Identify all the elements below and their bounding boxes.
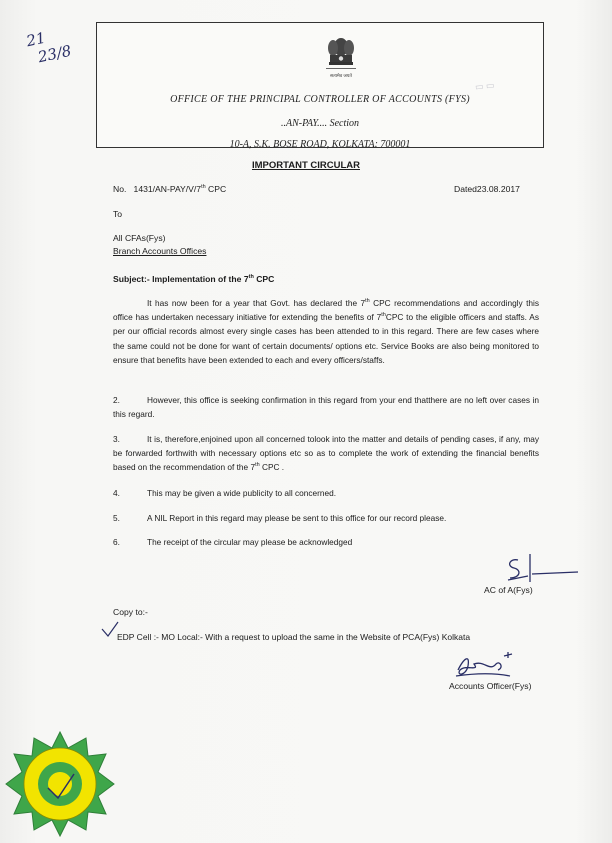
emblem-caption: सत्यमेव जयते: [330, 73, 352, 78]
recipient-cfas: All CFAs(Fys): [113, 233, 166, 243]
official-seal-icon: [4, 728, 116, 840]
paragraph-1: It has now been for a year that Govt. has declared the 7th CPC recommendations and accordingly this office has undertaken necessary initiative for extending the benefits of 7thCPC to the eligible officers and staffs. As per our official records almost every single cases has been attended to in this regard. There are few cases where the same could not be done for want of certain documents/ options etc. Service Books are also being monitored to ensure that benefits have been extended to each and every officers/staffs.: [113, 298, 540, 365]
section-name: ..AN-PAY.... Section: [280, 118, 360, 129]
signature-ao-icon: [450, 650, 520, 684]
faint-stamp-mark: ▭ ▭: [474, 80, 495, 92]
copy-to-label: Copy to:-: [113, 607, 148, 617]
copy-to-line: EDP Cell :- MO Local:- With a request to upload the same in the Website of PCA(Fys) Kolkata: [117, 632, 471, 642]
office-name: OFFICE OF THE PRINCIPAL CONTROLLER OF ACCOUNTS (FYS): [170, 94, 470, 105]
to-label: To: [113, 209, 123, 219]
paragraph-6: 6. The receipt of the circular may please be acknowledged: [113, 537, 353, 547]
signatory-ac: AC of A(Fys): [484, 585, 533, 595]
paragraph-4: 4. This may be given a wide publicity to all concerned.: [113, 488, 337, 498]
circular-date: Dated23.08.2017: [454, 184, 520, 194]
paragraph-2: 2. However, this office is seeking confirmation in this regard from your end thatthere are no left over cases in this regard.: [113, 395, 539, 420]
letterhead: [96, 22, 544, 148]
recipient-branch-offices: Branch Accounts Offices: [113, 246, 207, 256]
subject-line: Subject:- Implementation of the 7th CPC: [113, 274, 275, 284]
paragraph-5: 5. A NIL Report in this regard may please be sent to this office for our record please.: [113, 513, 447, 523]
circular-title: IMPORTANT CIRCULAR: [251, 160, 360, 171]
office-address: 10-A, S.K. BOSE ROAD, KOLKATA: 700001: [229, 139, 411, 150]
handwritten-number: 21: [24, 28, 48, 51]
paragraph-3: 3. It is, therefore,enjoined upon all concerned tolook into the matter and details of pending cases, if any, may be forwarded forthwith with necessary options etc so as to complete the work of extending the financial benefits based on the recommendation of the 7th CPC .: [113, 434, 539, 473]
national-emblem-icon: [323, 29, 359, 73]
handwritten-date: 23/8: [36, 41, 73, 67]
signatory-ao: Accounts Officer(Fys): [449, 681, 532, 691]
reference-number: No. 1431/AN-PAY/V/7th CPC: [113, 184, 227, 194]
handwritten-reference: [25, 24, 73, 68]
